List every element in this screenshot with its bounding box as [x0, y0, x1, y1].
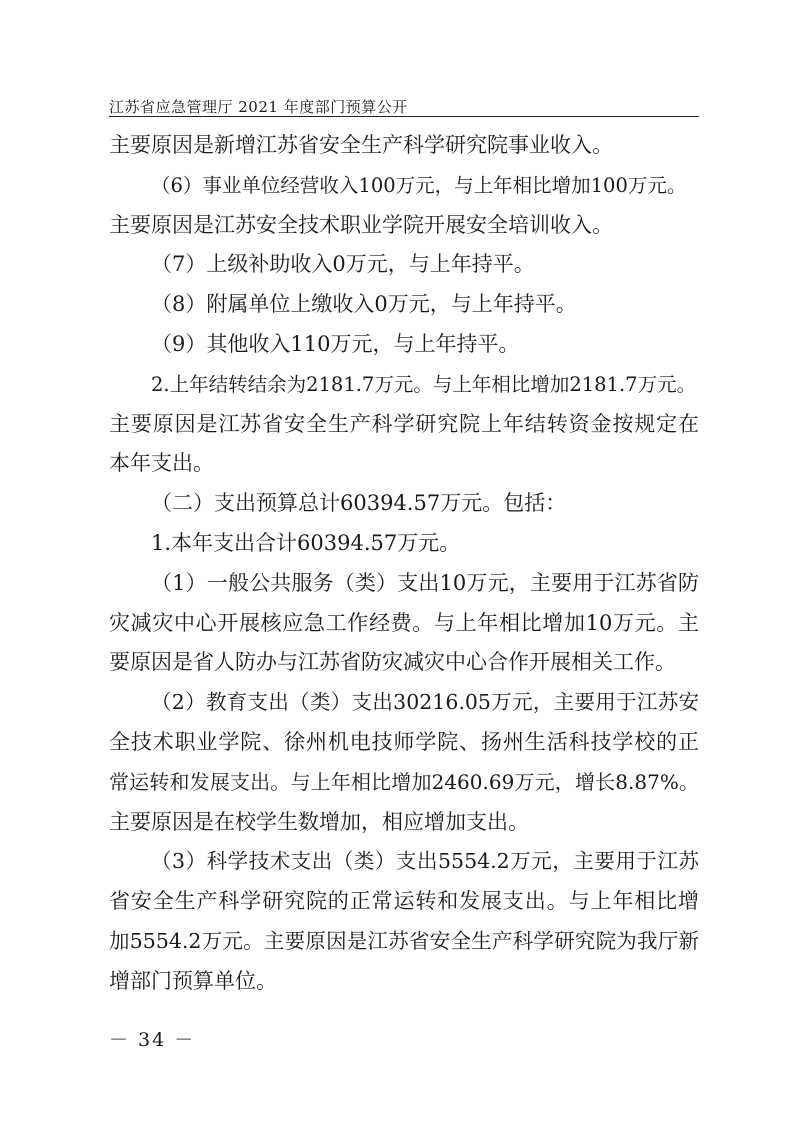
- text-line: （3）科学技术支出（类）支出5554.2万元，主要用于江苏: [151, 849, 699, 874]
- text-line: 1.本年支出合计60394.57万元。: [151, 530, 461, 555]
- text-line: 主要原因是新增江苏省安全生产科学研究院事业收入。: [109, 133, 613, 157]
- page-number: － 34 －: [109, 1029, 196, 1051]
- text-line: 本年支出。: [109, 451, 214, 476]
- text-line: 主要原因是江苏安全技术职业学院开展安全培训收入。: [109, 212, 613, 237]
- header-title: 江苏省应急管理厅 2021 年度部门预算公开: [109, 98, 408, 116]
- text-line: （9）其他收入110万元，与上年持平。: [151, 331, 520, 356]
- text-line: （2）教育支出（类）支出30216.05万元，主要用于江苏安: [151, 690, 699, 715]
- page-header: [109, 90, 699, 120]
- text-line: 2.上年结转结余为2181.7万元。与上年相比增加2181.7万元。: [151, 372, 697, 396]
- text-line: 灾减灾中心开展核应急工作经费。与上年相比增加10万元。主: [109, 610, 699, 635]
- text-line: （8）附属单位上缴收入0万元，与上年持平。: [151, 292, 577, 317]
- section-heading: （二）支出预算总计60394.57万元。包括：: [151, 491, 567, 516]
- text-line: 加5554.2万元。主要原因是江苏省安全生产科学研究院为我厅新: [109, 928, 699, 953]
- header-rule: [109, 116, 699, 117]
- document-body: [109, 126, 699, 1002]
- text-line: 要原因是省人防办与江苏省防灾减灾中心合作开展相关工作。: [109, 650, 676, 675]
- text-line: 全技术职业学院、徐州机电技师学院、扬州生活科技学校的正: [109, 729, 699, 754]
- text-line: 增部门预算单位。: [109, 968, 277, 993]
- text-line: 主要原因是在校学生数增加，相应增加支出。: [109, 809, 529, 834]
- text-line: 省安全生产科学研究院的正常运转和发展支出。与上年相比增: [109, 889, 699, 914]
- text-line: （7）上级补助收入0万元，与上年持平。: [151, 252, 535, 277]
- text-line: 常运转和发展支出。与上年相比增加2460.69万元，增长8.87%。: [109, 769, 699, 794]
- text-line: 主要原因是江苏省安全生产科学研究院上年结转资金按规定在: [109, 411, 699, 436]
- text-line: （6）事业单位经营收入100万元，与上年相比增加100万元。: [151, 173, 687, 197]
- text-line: （1）一般公共服务（类）支出10万元，主要用于江苏省防: [151, 570, 699, 595]
